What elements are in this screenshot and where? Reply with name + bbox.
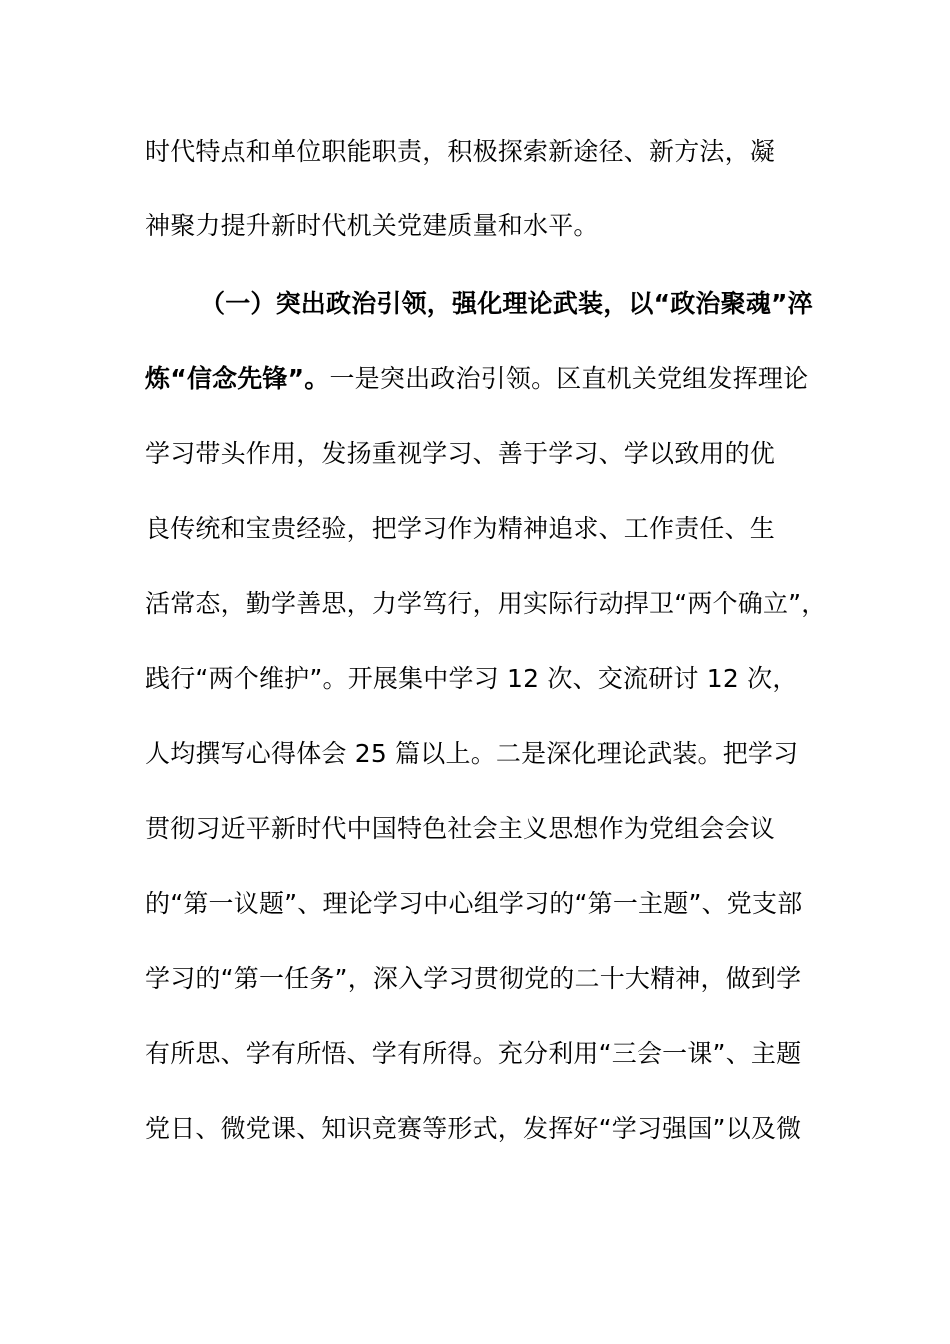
section-heading-tail: 炼“信念先锋”。	[145, 364, 330, 393]
paragraph-line: 的“第一议题”、理论学习中心组学习的“第一主题”、党支部	[145, 889, 803, 918]
paragraph-text: 一是突出政治引领。区直机关党组发挥理论	[329, 364, 809, 393]
paragraph-line	[145, 361, 845, 397]
paragraph-line: 良传统和宝贵经验，把学习作为精神追求、工作责任、生	[145, 514, 776, 543]
paragraph-line: 人均撰写心得体会 25 篇以上。二是深化理论武装。把学习	[145, 739, 799, 768]
paragraph-line: 学习的“第一任务”，深入学习贯彻党的二十大精神，做到学	[145, 964, 802, 993]
paragraph-line: 学习带头作用，发扬重视学习、善于学习、学以致用的优	[145, 439, 776, 468]
paragraph-line: 践行“两个维护”。开展集中学习 12 次、交流研讨 12 次，	[145, 664, 798, 693]
paragraph-line: 贯彻习近平新时代中国特色社会主义思想作为党组会会议	[145, 814, 776, 843]
paragraph-line: 有所思、学有所悟、学有所得。充分利用“三会一课”、主题	[145, 1039, 802, 1068]
paragraph-line: 党日、微党课、知识竞赛等形式，发挥好“学习强国”以及微	[145, 1114, 802, 1143]
paragraph-line: 时代特点和单位职能职责，积极探索新途径、新方法，凝	[145, 137, 776, 166]
paragraph-line: 活常态，勤学善思，力学笃行，用实际行动捍卫“两个确立”，	[145, 589, 827, 618]
section-heading-line: （一）突出政治引领，强化理论武装，以“政治聚魂”淬	[200, 289, 813, 318]
paragraph-line: 神聚力提升新时代机关党建质量和水平。	[145, 211, 599, 240]
